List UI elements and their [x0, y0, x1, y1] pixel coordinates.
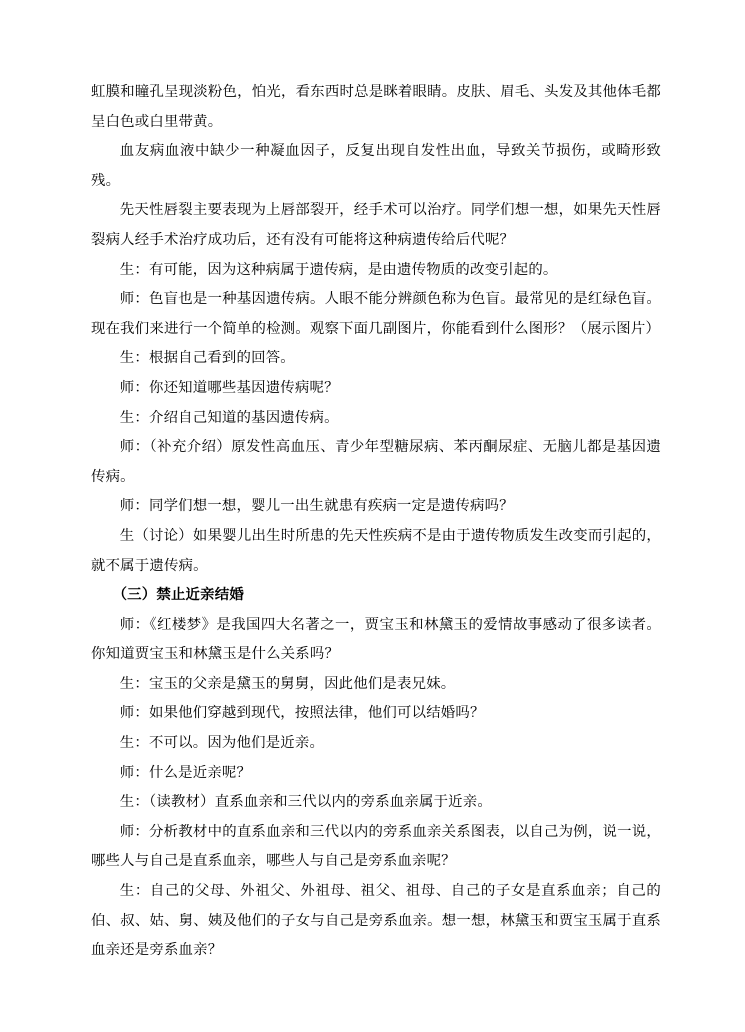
paragraph-teacher-question-genetic: 师：你还知道哪些基因遗传病呢？ — [119, 379, 339, 396]
paragraph-close-relatives: 生：不可以。因为他们是近亲。 — [119, 735, 325, 752]
paragraph-hongloumeng: 师：《红楼梦》是我国四大名著之一，贾宝玉和林黛玉的爱情故事感动了很多读者。你知道贾宝玉和林黛玉是什么关系吗？ — [91, 616, 661, 663]
paragraph-teacher-question-infant: 师：同学们想一想，婴儿一出生就患有疾病一定是遗传病吗？ — [119, 498, 514, 515]
paragraph-modern-law: 师：如果他们穿越到现代，按照法律，他们可以结婚吗？ — [119, 705, 485, 722]
section-heading: （三）禁止近亲结婚 — [112, 587, 244, 604]
paragraph-color-blindness: 师：色盲也是一种基因遗传病。人眼不能分辨颜色称为色盲。最常见的是红绿色盲。现在我们来进行一个简单的检测。观察下面几副图片，你能看到什么图形？（展示图片） — [91, 291, 661, 337]
paragraph-what-is-close: 师：什么是近亲呢？ — [119, 764, 252, 781]
paragraph-cleft-lip: 先天性唇裂主要表现为上唇部裂开，经手术可以治疗。同学们想一想，如果先天性唇裂病人经手术治疗成功后，还有没有可能将这种病遗传给后代呢？ — [91, 202, 661, 248]
paragraph-student-answer-heredity: 生：有可能，因为这种病属于遗传病，是由遗传物质的改变引起的。 — [119, 261, 558, 278]
paragraph-student-answer-images: 生：根据自己看到的回答。 — [119, 350, 295, 367]
document-body — [91, 78, 661, 966]
paragraph-student-discussion: 生（讨论）如果婴儿出生时所患的先天性疾病不是由于遗传物质发生改变而引起的，就不属于遗传病。 — [91, 527, 661, 574]
paragraph-cousins: 生：宝玉的父亲是黛玉的舅舅，因此他们是表兄妹。 — [119, 675, 456, 692]
paragraph-student-introduce: 生：介绍自己知道的基因遗传病。 — [119, 409, 339, 426]
paragraph-teacher-supplement: 师：（补充介绍）原发性高血压、青少年型糖尿病、苯丙酮尿症、无脑儿都是基因遗传病。 — [91, 439, 661, 485]
paragraph-albinism-continued: 虹膜和瞳孔呈现淡粉色，怕光，看东西时总是眯着眼睛。皮肤、眉毛、头发及其他体毛都呈白色或白里带黄。 — [91, 84, 661, 130]
paragraph-hemophilia: 血友病血液中缺少一种凝血因子，反复出现自发性出血，导致关节损伤，或畸形致残。 — [91, 143, 661, 189]
paragraph-analyze-chart: 师：分析教材中的直系血亲和三代以内的旁系血亲关系图表，以自己为例，说一说，哪些人与自己是直系血亲，哪些人与自己是旁系血亲呢？ — [91, 823, 661, 870]
paragraph-direct-collateral: 生：自己的父母、外祖父、外祖母、祖父、祖母、自己的子女是直系血亲；自己的伯、叔、姑、舅、姨及他们的子女与自己是旁系血亲。想一想，林黛玉和贾宝玉属于直系血亲还是旁系血亲？ — [91, 883, 661, 959]
paragraph-textbook-definition: 生：（读教材）直系血亲和三代以内的旁系血亲属于近亲。 — [119, 794, 492, 811]
